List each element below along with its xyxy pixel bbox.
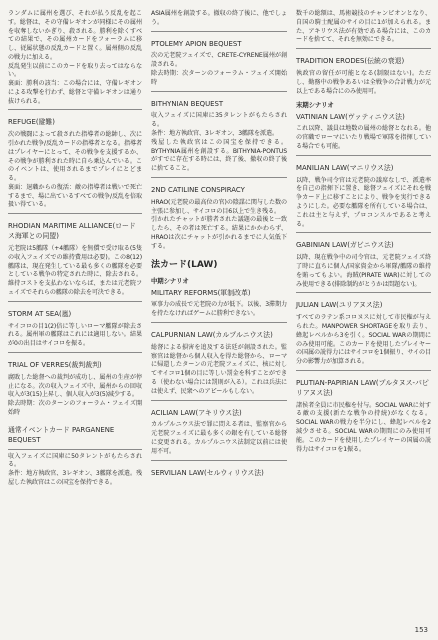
catiline-paragraph: HRAO(元老院の最高位の官)の陰謀に関与した数の主張に参加し、サイコロの目6以上で生き残る。 [151, 198, 287, 215]
vatinian-paragraph: これ以降、議員は地数の属州の総督となれる。他の官職でローマにいたり戦場で軍隊を指揮している場合でも可能。 [296, 125, 431, 150]
refuge-paragraph: 次の戦闘によって殺された指導者の総帥し、次に引かれた戦争/反乱カードの指導者となる。指導者はプレイヤーにとって、その戦争を支援するか、その戦争が勝利された時に自ら乗込んでいる。このイベントは、使用されるまでプレイにとどまる。 [8, 131, 142, 183]
column-right [296, 10, 431, 454]
card-heading-refuge: REFUGE(避難) [8, 118, 55, 127]
pergamene-paragraph: 収入フェイズに国庫に50タレントがもたらされる。 [8, 452, 142, 469]
card-heading-bithynian: BITHYNIAN BEQUEST [151, 99, 224, 108]
section-divider [8, 301, 142, 302]
section-divider [8, 449, 142, 450]
verres-paragraph: 腐敗した総督への裁判が成功し、属州の生産が停止になる。次の収入フェイズ中、属州からの回収収入が3(15)上昇し、個人収入が3(5)減少する。 [8, 373, 142, 399]
scenario-subheading: 末期シナリオ [296, 101, 334, 110]
continued-paragraph: ASIA属州を創設する。撤収の終了後に、他でしょう。 [151, 10, 287, 26]
section-divider [8, 213, 142, 214]
intro-paragraph: 裏面：勝利の該当：この場合には、守備レギオンによる攻撃を行わず、総督と守備レギオンは通り抜けられる。 [8, 80, 142, 105]
card-heading-storm: STORM AT SEA(嵐) [8, 309, 72, 318]
bithynian-paragraph: 残屋した執政官はこの国宝を保持できる。BYTHYNIA属州を創設する。BITHYNIA-PONTUSがすでに存在する時には、終了後、撤収の終了後に捨てること。 [151, 138, 287, 173]
erodes-paragraph: 執政官の留任が可能となる(制限はない)。ただし、勤務中の戦争あるいは全戦争の合計戦力が元以上である場合にのみ使用可。 [296, 70, 431, 95]
section-divider [151, 91, 287, 92]
card-heading-erodes: TRADITION ERODES(伝統の衰退) [296, 57, 405, 66]
gabinian-paragraph: 以降、現在戦争中の司令官は、元老院フェイズ終了時に直ちに個人/国家資金から軍隊/艦隊の維持を賄ってもよい。海賊(PIRATE WAR)に対してのみ使用できる(排除制約がとうかは問題ない)。 [296, 254, 431, 288]
section-divider [151, 177, 287, 178]
card-heading-vatinian: VATINIAN LAW(ヴァティニウス法) [296, 112, 405, 121]
card-heading-plutian: PLUTIAN-PAPIRIAN LAW(プルタヌス-パピリアヌス法) [296, 378, 429, 397]
card-heading-military: MILITARY REFORMS(軍制改革) [151, 288, 251, 297]
section-divider [296, 232, 431, 233]
intro-paragraph: ランダムに属州を選び、それが払う反乱を起こす。総督は、その守備レギオンが同様にその属州を収奪しないかぎり、殺される。勝利を除くすべての結果で、その属州カードをフォーラムに移し、従属状態の反乱カードと置く。属州側の反乱の戦力に加える。 [8, 10, 142, 61]
verres-paragraph: 除去時期：次のターンのフォーラム・フェイズ開始時 [8, 400, 142, 416]
section-title-law: 法カード(LAW) [151, 260, 218, 271]
calpurnian-paragraph: 総督による損害を追及する法廷が創設された。監察官は総督から個人収入を得た総督から、ローマに帰還したターンの元老院フェイズに、核に対してサイコロ1個の目に等しい罰金を科すことができる（使わない場合には罰則が入る）。これは兵法には使えず、民衆へのアピールもしない。 [151, 343, 287, 395]
section-divider [296, 48, 431, 49]
storm-paragraph: サイコロの目1(2)倍に等しいローマ艦隊が除去される。属州軍の艦隊はこれには適用しない。結果が0の出目はサイコロを振る。 [8, 322, 142, 348]
catiline-paragraph: 引かれたチャットが勝者された議題の最後と一致したら、その者は死亡する。結果にかかわらず、HRAOは次にチャットが引かれるまでに人気低下する。 [151, 216, 287, 250]
bithynian-paragraph: 条件：地方執政官、3レギオン、3艦隊を派遣。 [151, 130, 278, 137]
refuge-paragraph: 裏面：退職からの復活：敵の指導者は戦いで死亡するまで、場に出ているすべての戦争/反乱を倍取扱い得ている。 [8, 183, 142, 209]
military-paragraph: 軍事力の成長で元老院の力が低下。以後、3滞期力を持たなければゲームに勝利できない。 [151, 301, 287, 318]
section-divider [296, 292, 431, 293]
section-divider [296, 370, 431, 371]
ptolemy-paragraph: 除去時期：次ターンのフォーラム・フェイズ開始時 [151, 70, 287, 86]
continued-paragraph: 数千の総額は、馬術競技のチャンピオンとなり、自国の騎士配属のサイの目に1が加えられる。また、アキリウス法が有効である場合には、このカードを捨てて、それを無効にできる。 [296, 10, 431, 44]
section-divider [151, 322, 287, 323]
plutian-paragraph: 諸侯者全員に市民権を付与。SOCIAL WARに対する敵の支援(新たな戦争の持続)がなくなる。SOCIAL WARの戦力を半分にし、蜂起レベルを2減少させる。SOCIAL WARの期間にのみ使用可能。このカードを使用したプレイヤーの国属の説得力はサイコロを1振る。 [296, 401, 431, 453]
column-left [8, 10, 142, 488]
intro-paragraph: 反乱発生以前にこのカードを取り去ってはならない。 [8, 62, 142, 79]
card-heading-verres: TRIAL OF VERRES(裁判裁判) [8, 360, 102, 369]
card-heading-rhodian: RHODIAN MARITIME ALLIANCE(ロードス海軍との同盟) [8, 222, 136, 241]
section-divider [8, 352, 142, 353]
section-divider [8, 109, 142, 110]
rhodian-paragraph: 元老院は5艦隊（+4艦隊）を無償で受け取る(5隻の収入フェイズでの維持費用は必要)。この8(12)艦隊は、現在発生している最も多くの艦隊を必要としている戦争の特定された時に、除去される。維持コストを支払わないならば、または元老院フェイズでそれらの艦隊の除去を可決できる。 [8, 245, 142, 296]
column-middle [151, 10, 287, 481]
manilian-paragraph: 以降、戦争司令官は元老院の議席なしで、派遣率を自己の指揮下に置き、総督フェイズにそれを戦争カード上に移すことにより、戦争を実行できるようにした。必要な艦隊を所有している場合は、これは主と与えず、プロコンスルであると考える。 [296, 176, 431, 228]
card-heading-manilian: MANILIAN LAW(マニリウス法) [296, 163, 394, 172]
section-divider [296, 155, 431, 156]
card-heading-acilian: ACILIAN LAW(アキリウス法) [151, 408, 242, 417]
card-heading-pergamene: 通常イベントカード PARGANENE BEQUEST [8, 425, 115, 444]
page-number: 153 [414, 626, 428, 634]
scenario-subheading: 中期シナリオ [151, 277, 189, 286]
section-divider [151, 400, 287, 401]
julian-paragraph: すべてのラテン系コロヌスに対して市民権が与えられた。MANPOWER SHORTAGEを取り去り、蜂起レベルから3を引く。SOCIAL WARの期間にのみ使用可能。このカードを使用したプレイヤーの国属の説得力にはサイコロを1個振り、サイの目分の影響力が加算される。 [296, 314, 431, 366]
acilian-paragraph: カルプルニウス法で罪に問える者は、監察官から元老院フェイズに最も多くの銀を有している総督に変更される。カルプルニウス法制定以前には使用不可。 [151, 421, 287, 455]
card-heading-servilian: SERVILIAN LAW(セルウィリウス法) [151, 468, 264, 477]
card-heading-calpurnian: CALPURNIAN LAW(カルプルニウス法) [151, 331, 273, 339]
section-divider [151, 31, 287, 32]
section-divider [151, 460, 287, 461]
card-heading-julian: JULIAN LAW(ユリアヌス法) [296, 301, 383, 310]
bithynian-paragraph: 収入フェイズに国庫に35タレントがもたらされる。 [151, 112, 287, 129]
card-heading-ptolemy: PTOLEMY APION BEQUEST [151, 39, 242, 48]
card-heading-gabinian: GABINIAN LAW(ガビニウス法) [296, 241, 394, 250]
pergamene-paragraph: 条件：地方執政官、3レギオン、3艦隊を派遣。残屋した執政官はこの国宝を保持できる。 [8, 470, 142, 486]
ptolemy-paragraph: 次の元老院フェイズで、CRETE-CYRENE属州が創設される。 [151, 52, 287, 69]
card-heading-catiline: 2ND CATILINE CONSPIRACY [151, 185, 245, 194]
